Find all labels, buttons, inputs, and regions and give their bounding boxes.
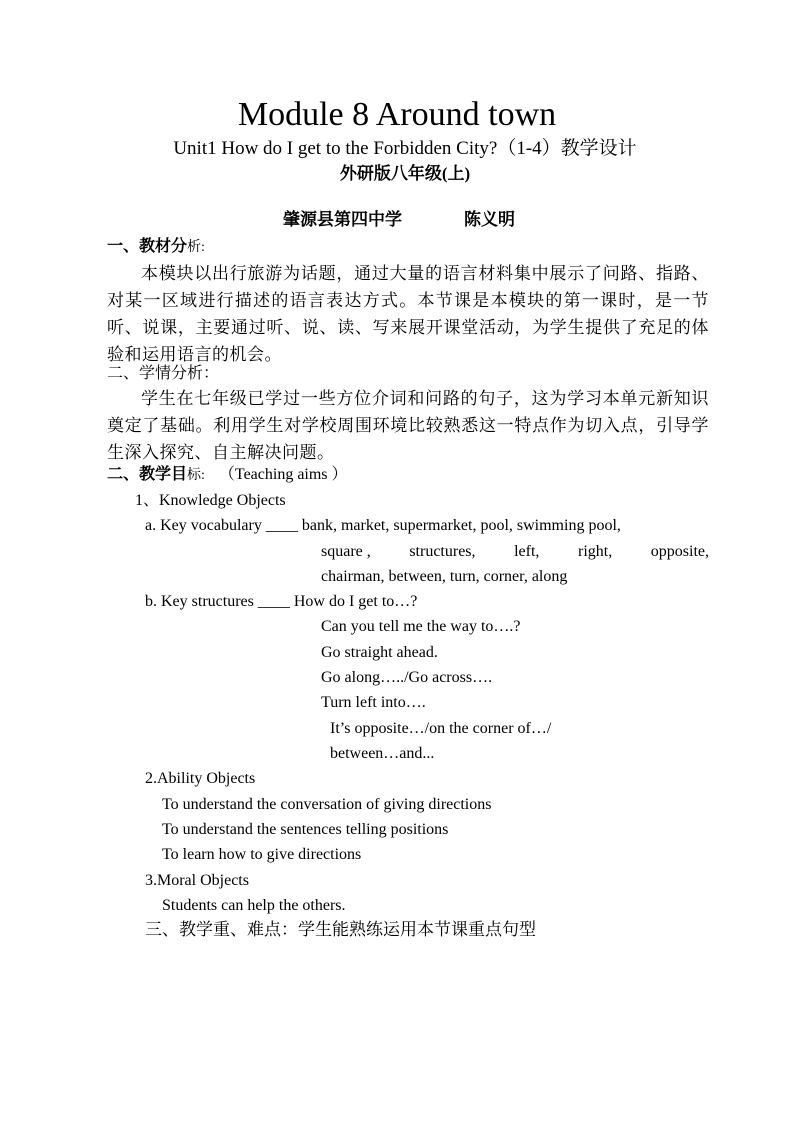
school-name: 肇源县第四中学	[283, 210, 402, 229]
key-vocabulary-line-3: chairman, between, turn, corner, along	[321, 568, 568, 585]
section-3-heading: 二、教学目标: （Teaching aims ）	[107, 466, 348, 483]
structure-item: Go straight ahead.	[321, 644, 438, 661]
vocab-word: left,	[514, 543, 540, 560]
author-name: 陈义明	[464, 210, 515, 229]
vocab-word: right,	[577, 543, 613, 560]
ability-objects-label: 2.Ability Objects	[145, 770, 256, 787]
ability-item: To understand the conversation of giving directions	[162, 796, 492, 813]
structure-item: Can you tell me the way to….?	[321, 618, 521, 635]
school-author-line	[283, 208, 515, 232]
structure-item: Turn left into….	[321, 694, 426, 711]
vocab-word: structures,	[409, 543, 476, 560]
section-2-heading: 二、学情分析：	[107, 365, 220, 382]
ability-item: To understand the sentences telling positions	[162, 821, 449, 838]
section-2-paragraph: 学生在七年级已学过一些方位介词和问路的句子，这为学习本单元新知识奠定了基础。利用学生对学校周围环境比较熟悉这一特点作为切入点，引导学生深入探究、自主解决问题。	[107, 389, 709, 462]
structure-item: It’s opposite…/on the corner of…/	[330, 720, 552, 737]
structure-item: between…and...	[330, 745, 435, 762]
knowledge-objects-label: 1、Knowledge Objects	[135, 492, 286, 509]
section-1-heading: 一、教材分析:	[107, 238, 205, 255]
structure-item: Go along…../Go across….	[321, 669, 493, 686]
vocab-word: square ,	[321, 543, 371, 560]
moral-objects-label: 3.Moral Objects	[145, 872, 249, 889]
edition-label: 外研版八年级(上)	[339, 164, 471, 183]
section-1-paragraph: 本模块以出行旅游为话题，通过大量的语言材料集中展示了问路、指路、对某一区域进行描述的语言表达方式。本节课是本模块的第一课时，是一节听、说课，主要通过听、说、读、写来展开课堂活动，为学生提供了充足的体验和运用语言的机会。	[107, 264, 709, 364]
unit-subtitle: Unit1 How do I get to the Forbidden City?（1-4）教学设计	[173, 138, 637, 159]
key-structures-line: b. Key structures ____ How do I get to…?	[145, 593, 418, 610]
page-title: Module 8 Around town	[237, 96, 557, 133]
key-vocabulary-line: a. Key vocabulary ____ bank, market, supermarket, pool, swimming pool,	[145, 517, 621, 534]
key-vocabulary-line-2	[321, 539, 709, 564]
ability-item: To learn how to give directions	[162, 846, 362, 863]
section-4-heading: 三、教学重、难点：学生能熟练运用本节课重点句型	[145, 920, 536, 939]
vocab-word: opposite,	[650, 543, 709, 560]
moral-item: Students can help the others.	[162, 897, 346, 914]
